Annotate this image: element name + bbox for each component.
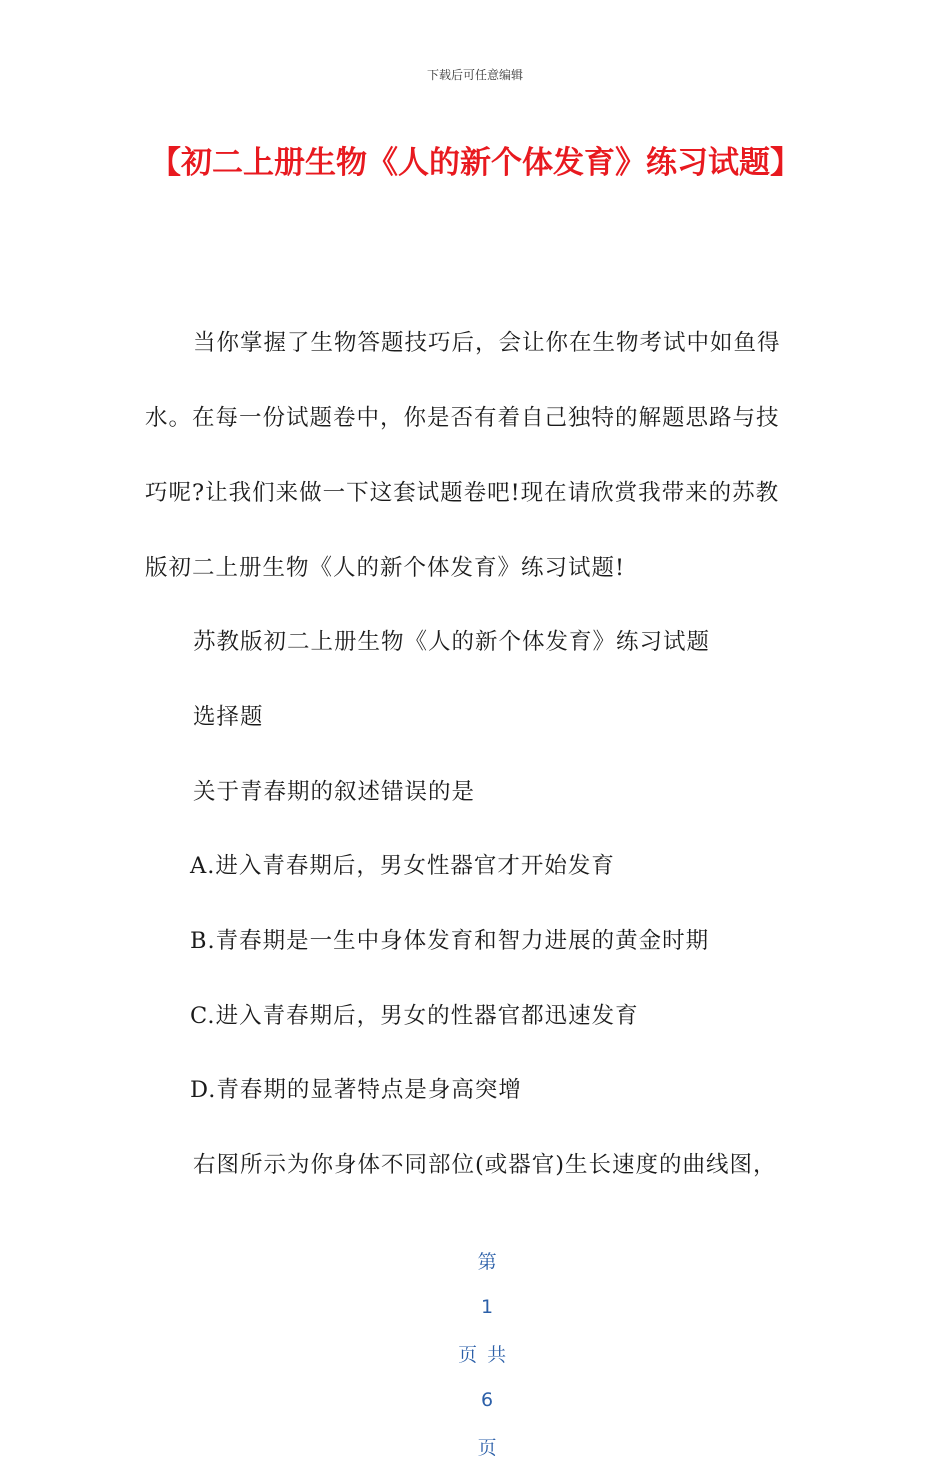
- header-note: 下载后可任意编辑: [426, 68, 523, 82]
- page-total: 6: [481, 1389, 494, 1411]
- question-2-start: 右图所示为你身体不同部位(或器官)生长速度的曲线图，: [193, 1152, 777, 1178]
- intro-line-1: 当你掌握了生物答题技巧后，会让你在生物考试中如鱼得: [193, 330, 781, 356]
- question-stem: 关于青春期的叙述错误的是: [193, 779, 476, 805]
- option-a: A.进入青春期后，男女性器官才开始发育: [190, 853, 615, 879]
- section-heading: 选择题: [193, 704, 264, 730]
- document-title: 【初二上册生物《人的新个体发育》练习试题】: [150, 145, 801, 181]
- page-label-suffix: 页: [477, 1437, 497, 1459]
- intro-line-4: 版初二上册生物《人的新个体发育》练习试题!: [145, 555, 626, 581]
- page-current: 1: [481, 1296, 494, 1318]
- option-c: C.进入青春期后，男女的性器官都迅速发育: [190, 1003, 639, 1029]
- page-label-mid: 页共: [458, 1344, 517, 1366]
- page-label-prefix: 第: [477, 1251, 497, 1273]
- option-b: B.青春期是一生中身体发育和智力进展的黄金时期: [190, 928, 710, 954]
- subtitle: 苏教版初二上册生物《人的新个体发育》练习试题: [193, 629, 711, 655]
- option-d: D.青春期的显著特点是身高突增: [190, 1077, 522, 1103]
- page-footer: [0, 1225, 950, 1482]
- intro-line-3: 巧呢?让我们来做一下这套试题卷吧!现在请欣赏我带来的苏教: [145, 480, 780, 506]
- intro-line-2: 水。在每一份试题卷中，你是否有着自己独特的解题思路与技: [145, 405, 780, 431]
